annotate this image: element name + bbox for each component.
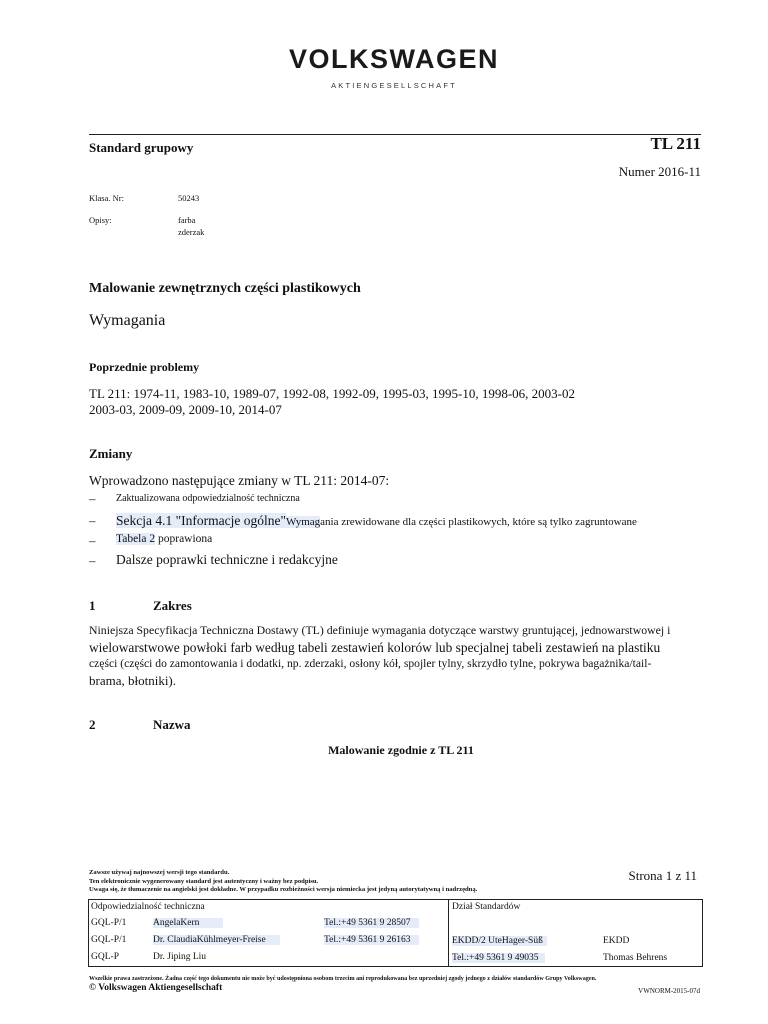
- opisy-value: farba: [178, 215, 196, 225]
- change-item: Zaktualizowana odpowiedzialność techniczna: [116, 493, 300, 504]
- table-cell-standards-contact: EKDD/2 UteHager-Süß: [452, 936, 547, 946]
- opisy-label: Opisy:: [89, 215, 112, 225]
- bullet: –: [89, 533, 96, 548]
- table-cell-code: GQL-P/1: [91, 918, 127, 928]
- table-cell-standards-phone: Tel.:+49 5361 9 49035: [452, 953, 545, 963]
- document-title: Malowanie zewnętrznych części plastikowych: [89, 281, 361, 296]
- table-cell-name: AngelaKern: [153, 918, 223, 928]
- change-item-text: poprawiona: [155, 533, 213, 545]
- change-item: [116, 512, 637, 530]
- table-cell-phone: Tel.:+49 5361 9 26163: [324, 935, 419, 945]
- change-item-text: ania zrewidowane dla części plastikowych, które są tylko zagruntowane: [320, 516, 637, 528]
- section-text: części (części do zamontowania i dodatki, np. zderzaki, osłony kół, spojler tylny, skrzydło tylne, pokrywa bagażnika/tail-: [89, 657, 652, 670]
- page-number: Strona 1 z 11: [628, 868, 697, 883]
- header-rule: [89, 134, 701, 135]
- table-cell-name: Dr. ClaudiaKühlmeyer-Freise: [153, 935, 280, 945]
- document-id: TL 211: [650, 134, 701, 153]
- change-item: [116, 533, 212, 545]
- table-divider: [448, 899, 449, 967]
- rights-notice: Wszelkie prawa zastrzeżone. Żadna część tego dokumentu nie może być udostępniona osobom trzecim ani reprodukowana bez uprzedniej zgody jednego z działów standardów Grupy Volkswagen.: [89, 976, 597, 982]
- bullet: –: [89, 513, 96, 528]
- volkswagen-logo: VOLKSWAGEN: [288, 44, 499, 74]
- form-code: VWNORM-2015-07d: [638, 987, 700, 995]
- section-text: Niniejsza Specyfikacja Techniczna Dostawy (TL) definiuje wymagania dotyczące warstwy gruntującej, jednowarstwowej i: [89, 623, 671, 637]
- section-text: wielowarstwowe powłoki farb według tabeli zestawień kolorów lub specjalnej tabeli zestawień na plastiku: [89, 640, 661, 655]
- footer-note: Zawsze używaj najnowszej wersji tego standardu.: [89, 869, 230, 876]
- opisy-value: zderzak: [178, 227, 205, 237]
- section-text: brama, błotniki).: [89, 673, 177, 688]
- table-cell-standards-dept: EKDD: [603, 936, 630, 946]
- klasa-value: 50243: [178, 193, 200, 203]
- designation-text: Malowanie zgodnie z TL 211: [328, 743, 474, 757]
- footer-note: Ten elektronicznie wygenerowany standard jest autentyczny i ważny bez podpisu.: [89, 877, 319, 885]
- change-item: Dalsze poprawki techniczne i redakcyjne: [116, 552, 338, 567]
- bullet: –: [89, 491, 96, 506]
- document-subtitle: Wymagania: [89, 312, 166, 329]
- klasa-label: Klasa. Nr:: [89, 193, 124, 203]
- logo-subtitle: AKTIENGESELLSCHAFT: [331, 81, 457, 90]
- table-cell-name: Dr. Jiping Liu: [153, 952, 207, 962]
- previous-line: 2003-03, 2009-09, 2009-10, 2014-07: [89, 402, 282, 417]
- table-reference-link[interactable]: Tabela 2: [116, 533, 156, 545]
- previous-line: TL 211: 1974-11, 1983-10, 1989-07, 1992-08, 1992-09, 1995-03, 1995-10, 1998-06, 2003-02: [89, 386, 576, 401]
- table-cell-phone: Tel.:+49 5361 9 28507: [324, 918, 419, 928]
- copyright: © Volkswagen Aktiengesellschaft: [89, 983, 223, 993]
- changes-heading: Zmiany: [89, 446, 133, 461]
- section-number: 2: [89, 717, 96, 732]
- change-item-text: Wymag: [285, 516, 321, 528]
- table-header-technical: Odpowiedzialność techniczna: [91, 902, 205, 912]
- table-cell-standards-name: Thomas Behrens: [603, 953, 668, 963]
- changes-intro: Wprowadzono następujące zmiany w TL 211: 2014-07:: [89, 473, 390, 488]
- section-reference-link[interactable]: Sekcja 4.1 "Informacje ogólne": [116, 513, 286, 528]
- document-number: Numer 2016-11: [618, 164, 701, 179]
- section-number: 1: [89, 598, 96, 613]
- section-title: Nazwa: [153, 717, 191, 732]
- table-header-standards: Dział Standardów: [452, 902, 521, 912]
- footer-note: Uwaga się, że tłumaczenie na angielski jest dokładne. W przypadku rozbieżności wersja niemiecka jest jedyną autorytatywną i nadrzędną.: [89, 886, 478, 893]
- bullet: –: [89, 553, 96, 568]
- standard-label: Standard grupowy: [89, 140, 194, 155]
- section-title: Zakres: [153, 598, 192, 613]
- previous-heading: Poprzednie problemy: [89, 360, 200, 374]
- table-cell-code: GQL-P/1: [91, 935, 127, 945]
- table-cell-code: GQL-P: [91, 952, 119, 962]
